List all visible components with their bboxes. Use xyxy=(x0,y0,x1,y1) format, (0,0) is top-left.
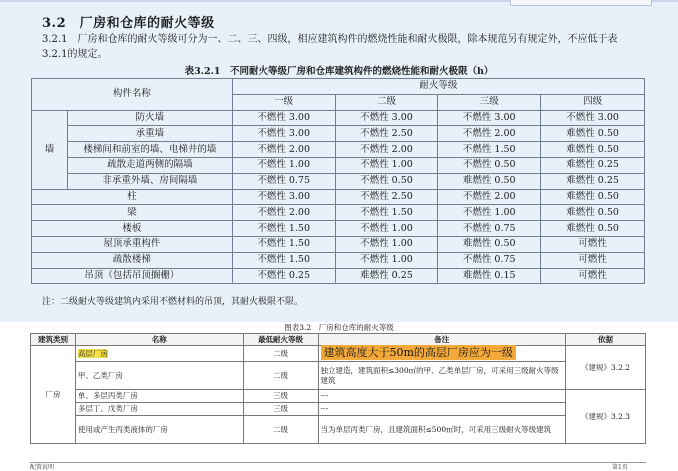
table-row xyxy=(32,126,645,142)
grade-header: 三级 xyxy=(438,94,541,110)
cell: 不燃性 1.50 xyxy=(438,142,541,158)
cell: 不燃性 1.00 xyxy=(335,236,438,252)
remark-cell: --- xyxy=(318,390,566,403)
highlighted-remark: 建筑高度大于50m的高层厂房应为一级 xyxy=(321,345,516,360)
basis-cell: 《建规》3.2.2 xyxy=(566,346,646,390)
table-row xyxy=(31,362,646,390)
row-name: 楼梯间和前室的墙、电梯井的墙 xyxy=(67,142,232,158)
cell: 难燃性 0.25 xyxy=(541,173,645,189)
cell: 不燃性 1.50 xyxy=(232,236,335,252)
basis-cell: 《建规》3.2.3 xyxy=(566,390,646,444)
row-name: 疏散走道两侧的隔墙 xyxy=(67,157,232,173)
cell: 难燃性 0.15 xyxy=(438,268,541,284)
table1-note: 注：二级耐火等级建筑内采用不燃材料的吊顶，其耐火极限不限。 xyxy=(42,297,304,307)
table-row xyxy=(31,403,646,416)
cell: 不燃性 1.00 xyxy=(335,252,438,268)
cell: 不燃性 1.00 xyxy=(232,157,335,173)
cell: 不燃性 2.00 xyxy=(232,142,335,158)
cell: 难燃性 0.50 xyxy=(541,205,645,221)
cell: 不燃性 3.00 xyxy=(232,126,335,142)
section-paragraph: 3.2.1 厂房和仓库的耐火等级可分为一、二、三、四级，相应建筑构件的燃烧性能和耐火极限，除本规范另有规定外，不应低于表3.2.1的规定。 xyxy=(42,34,618,60)
row-name: 承重墙 xyxy=(67,126,232,142)
row-name: 甲、乙类厂房 xyxy=(75,362,243,390)
cell: 难燃性 0.50 xyxy=(438,236,541,252)
cell: 不燃性 2.00 xyxy=(438,126,541,142)
cell: 不燃性 1.50 xyxy=(232,252,335,268)
cell: 可燃性 xyxy=(541,236,645,252)
header-min-grade: 最低耐火等级 xyxy=(243,334,318,346)
grade-cell: 三级 xyxy=(243,403,318,416)
table-row xyxy=(32,252,645,268)
header-category: 建筑类别 xyxy=(31,334,76,346)
cell: 难燃性 0.25 xyxy=(541,157,645,173)
footer-right: 第1页 xyxy=(612,464,628,471)
table-row xyxy=(32,173,645,189)
row-name: 吊顶（包括吊顶搁栅） xyxy=(32,268,233,284)
cell: 难燃性 0.50 xyxy=(541,126,645,142)
table-row xyxy=(32,268,645,284)
cell: 不燃性 2.00 xyxy=(335,142,438,158)
table-row xyxy=(31,390,646,403)
cell: 不燃性 3.00 xyxy=(438,110,541,126)
remark-cell: 当为单层丙类厂房，且建筑面积≤500㎡时，可采用三级耐火等级建筑 xyxy=(318,416,566,444)
header-name: 名称 xyxy=(75,334,243,346)
header-component: 构件名称 xyxy=(32,79,233,111)
table-row xyxy=(31,416,646,444)
table-row xyxy=(32,221,645,237)
table1-caption: 表3.2.1 不同耐火等级厂房和仓库建筑构件的燃烧性能和耐火极限（h） xyxy=(184,66,494,77)
section-title: 3.2 厂房和仓库的耐火等级 xyxy=(42,16,215,31)
cell: 不燃性 1.00 xyxy=(335,221,438,237)
header-remark: 备注 xyxy=(318,334,566,346)
table-row xyxy=(31,346,646,362)
wall-label: 墙 xyxy=(32,110,68,189)
row-name: 多层丁、戊类厂房 xyxy=(75,403,243,416)
cell: 不燃性 2.50 xyxy=(335,189,438,205)
table-row xyxy=(32,110,645,126)
row-name: 防火墙 xyxy=(67,110,232,126)
cell: 不燃性 3.00 xyxy=(541,110,645,126)
row-name: 楼板 xyxy=(32,221,233,237)
header-box xyxy=(510,0,652,6)
category-cell: 厂房 xyxy=(31,346,76,444)
cell: 难燃性 0.50 xyxy=(541,189,645,205)
grade-header: 四级 xyxy=(541,94,645,110)
cell: 难燃性 0.50 xyxy=(541,221,645,237)
cell: 不燃性 2.00 xyxy=(232,205,335,221)
remark-cell: 独立建造，建筑面积≤300㎡的甲、乙类单层厂房，可采用三级耐火等级建筑 xyxy=(318,362,566,390)
footer-left: 配置说明 xyxy=(30,464,55,471)
cell: 难燃性 0.50 xyxy=(438,173,541,189)
row-name: 屋顶承重构件 xyxy=(32,236,233,252)
cell: 不燃性 1.00 xyxy=(335,157,438,173)
header-basis: 依据 xyxy=(566,334,646,346)
row-name: 使用或产生丙类液体的厂房 xyxy=(75,416,243,444)
grade-cell: 二级 xyxy=(243,346,318,362)
cell: 不燃性 3.00 xyxy=(232,189,335,205)
grade-cell: 二级 xyxy=(243,416,318,444)
cell: 可燃性 xyxy=(541,268,645,284)
grade-header: 一级 xyxy=(232,94,335,110)
row-name: 柱 xyxy=(32,189,233,205)
grade-cell: 二级 xyxy=(243,362,318,390)
table2-caption: 图表3.2 厂房和仓库的耐火等级 xyxy=(284,323,394,332)
cell: 不燃性 2.50 xyxy=(335,126,438,142)
row-name: 疏散楼梯 xyxy=(32,252,233,268)
remark-cell: --- xyxy=(318,403,566,416)
cell: 不燃性 1.50 xyxy=(232,221,335,237)
table-row xyxy=(32,142,645,158)
cell: 不燃性 3.00 xyxy=(232,110,335,126)
cell: 难燃性 0.50 xyxy=(541,142,645,158)
table-row xyxy=(32,157,645,173)
factory-grade-table xyxy=(30,333,646,444)
row-name: 非承重外墙、房间隔墙 xyxy=(67,173,232,189)
fire-resistance-table xyxy=(31,78,645,284)
table-row xyxy=(32,79,645,95)
grade-cell: 三级 xyxy=(243,390,318,403)
row-name xyxy=(75,346,243,362)
highlighted-name: 高层厂房 xyxy=(77,348,108,358)
cell: 不燃性 0.75 xyxy=(438,221,541,237)
cell: 难燃性 0.25 xyxy=(335,268,438,284)
table-row xyxy=(32,189,645,205)
cell: 不燃性 0.50 xyxy=(438,157,541,173)
remark-cell xyxy=(318,346,566,362)
cell: 不燃性 1.50 xyxy=(335,205,438,221)
grade-header: 二级 xyxy=(335,94,438,110)
cell: 不燃性 0.25 xyxy=(232,268,335,284)
cell: 不燃性 3.00 xyxy=(335,110,438,126)
cell: 不燃性 0.50 xyxy=(335,173,438,189)
bottom-rule xyxy=(30,462,646,463)
table-row xyxy=(32,236,645,252)
cell: 不燃性 2.00 xyxy=(438,189,541,205)
cell: 不燃性 1.00 xyxy=(438,205,541,221)
cell: 不燃性 0.75 xyxy=(438,252,541,268)
table-row xyxy=(32,205,645,221)
row-name: 单、多层丙类厂房 xyxy=(75,390,243,403)
cell: 不燃性 0.75 xyxy=(232,173,335,189)
header-grade: 耐火等级 xyxy=(232,79,644,95)
table-row xyxy=(31,334,646,346)
cell: 可燃性 xyxy=(541,252,645,268)
row-name: 梁 xyxy=(32,205,233,221)
